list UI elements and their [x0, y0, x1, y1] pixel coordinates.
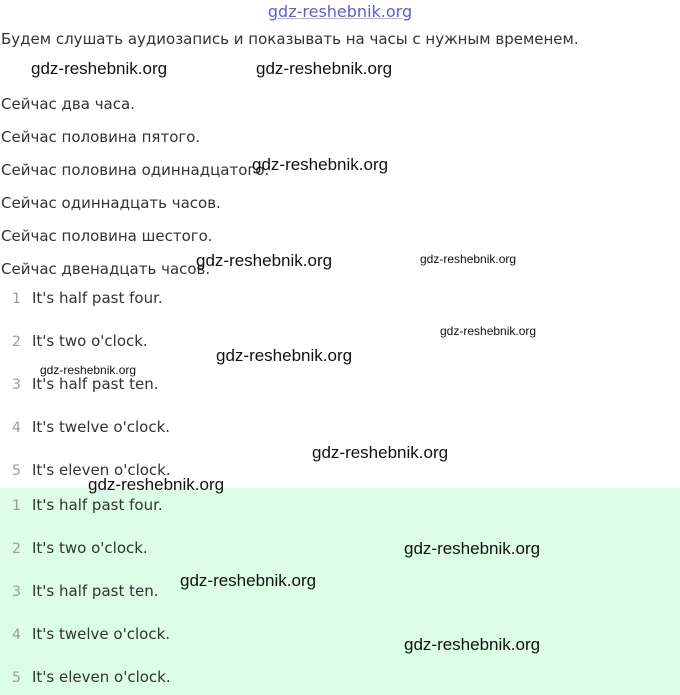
task-instruction: Будем слушать аудиозапись и показывать на часы с нужным временем. — [1, 30, 579, 48]
watermark: gdz-reshebnik.org — [404, 539, 541, 558]
list-item-text: It's twelve o'clock. — [32, 418, 171, 436]
watermark: gdz-reshebnik.org — [216, 346, 353, 365]
list-item-text: It's eleven o'clock. — [32, 461, 171, 479]
list-item-number: 1 — [12, 291, 21, 307]
answer-item-text: It's half past ten. — [32, 582, 159, 600]
answer-item-text: It's two o'clock. — [32, 539, 148, 557]
watermark: gdz-reshebnik.org — [404, 635, 541, 654]
answer-item-number: 4 — [12, 627, 21, 643]
site-header-link[interactable]: gdz-reshebnik.org — [267, 2, 413, 21]
answer-item-number: 3 — [12, 584, 21, 600]
russian-line-6: Сейчас двенадцать часов. — [1, 260, 211, 278]
watermark: gdz-reshebnik.org — [252, 155, 389, 174]
list-item-text: It's two o'clock. — [32, 332, 148, 350]
russian-line-4: Сейчас одиннадцать часов. — [1, 194, 221, 212]
russian-line-2: Сейчас половина пятого. — [1, 128, 201, 146]
russian-line-3: Сейчас половина одиннадцатого. — [1, 161, 270, 179]
watermark: gdz-reshebnik.org — [420, 252, 517, 266]
answer-item-number: 2 — [12, 541, 21, 557]
list-item-number: 3 — [12, 377, 21, 393]
watermark: gdz-reshebnik.org — [40, 363, 137, 377]
watermark: gdz-reshebnik.org — [180, 571, 317, 590]
list-item-text: It's half past four. — [32, 289, 163, 307]
list-item-number: 5 — [12, 463, 21, 479]
watermark: gdz-reshebnik.org — [256, 59, 393, 78]
watermark: gdz-reshebnik.org — [440, 324, 537, 338]
watermark: gdz-reshebnik.org — [31, 59, 168, 78]
russian-line-1: Сейчас два часа. — [1, 95, 135, 113]
watermark: gdz-reshebnik.org — [312, 443, 449, 462]
answer-item-text: It's twelve o'clock. — [32, 625, 171, 643]
answer-item-number: 1 — [12, 498, 21, 514]
russian-line-5: Сейчас половина шестого. — [1, 227, 213, 245]
answer-item-number: 5 — [12, 670, 21, 686]
watermark: gdz-reshebnik.org — [88, 475, 225, 494]
list-item-number: 4 — [12, 420, 21, 436]
list-item-text: It's half past ten. — [32, 375, 159, 393]
watermark: gdz-reshebnik.org — [196, 251, 333, 270]
answer-item-text: It's half past four. — [32, 496, 163, 514]
answer-item-text: It's eleven o'clock. — [32, 668, 171, 686]
list-item-number: 2 — [12, 334, 21, 350]
